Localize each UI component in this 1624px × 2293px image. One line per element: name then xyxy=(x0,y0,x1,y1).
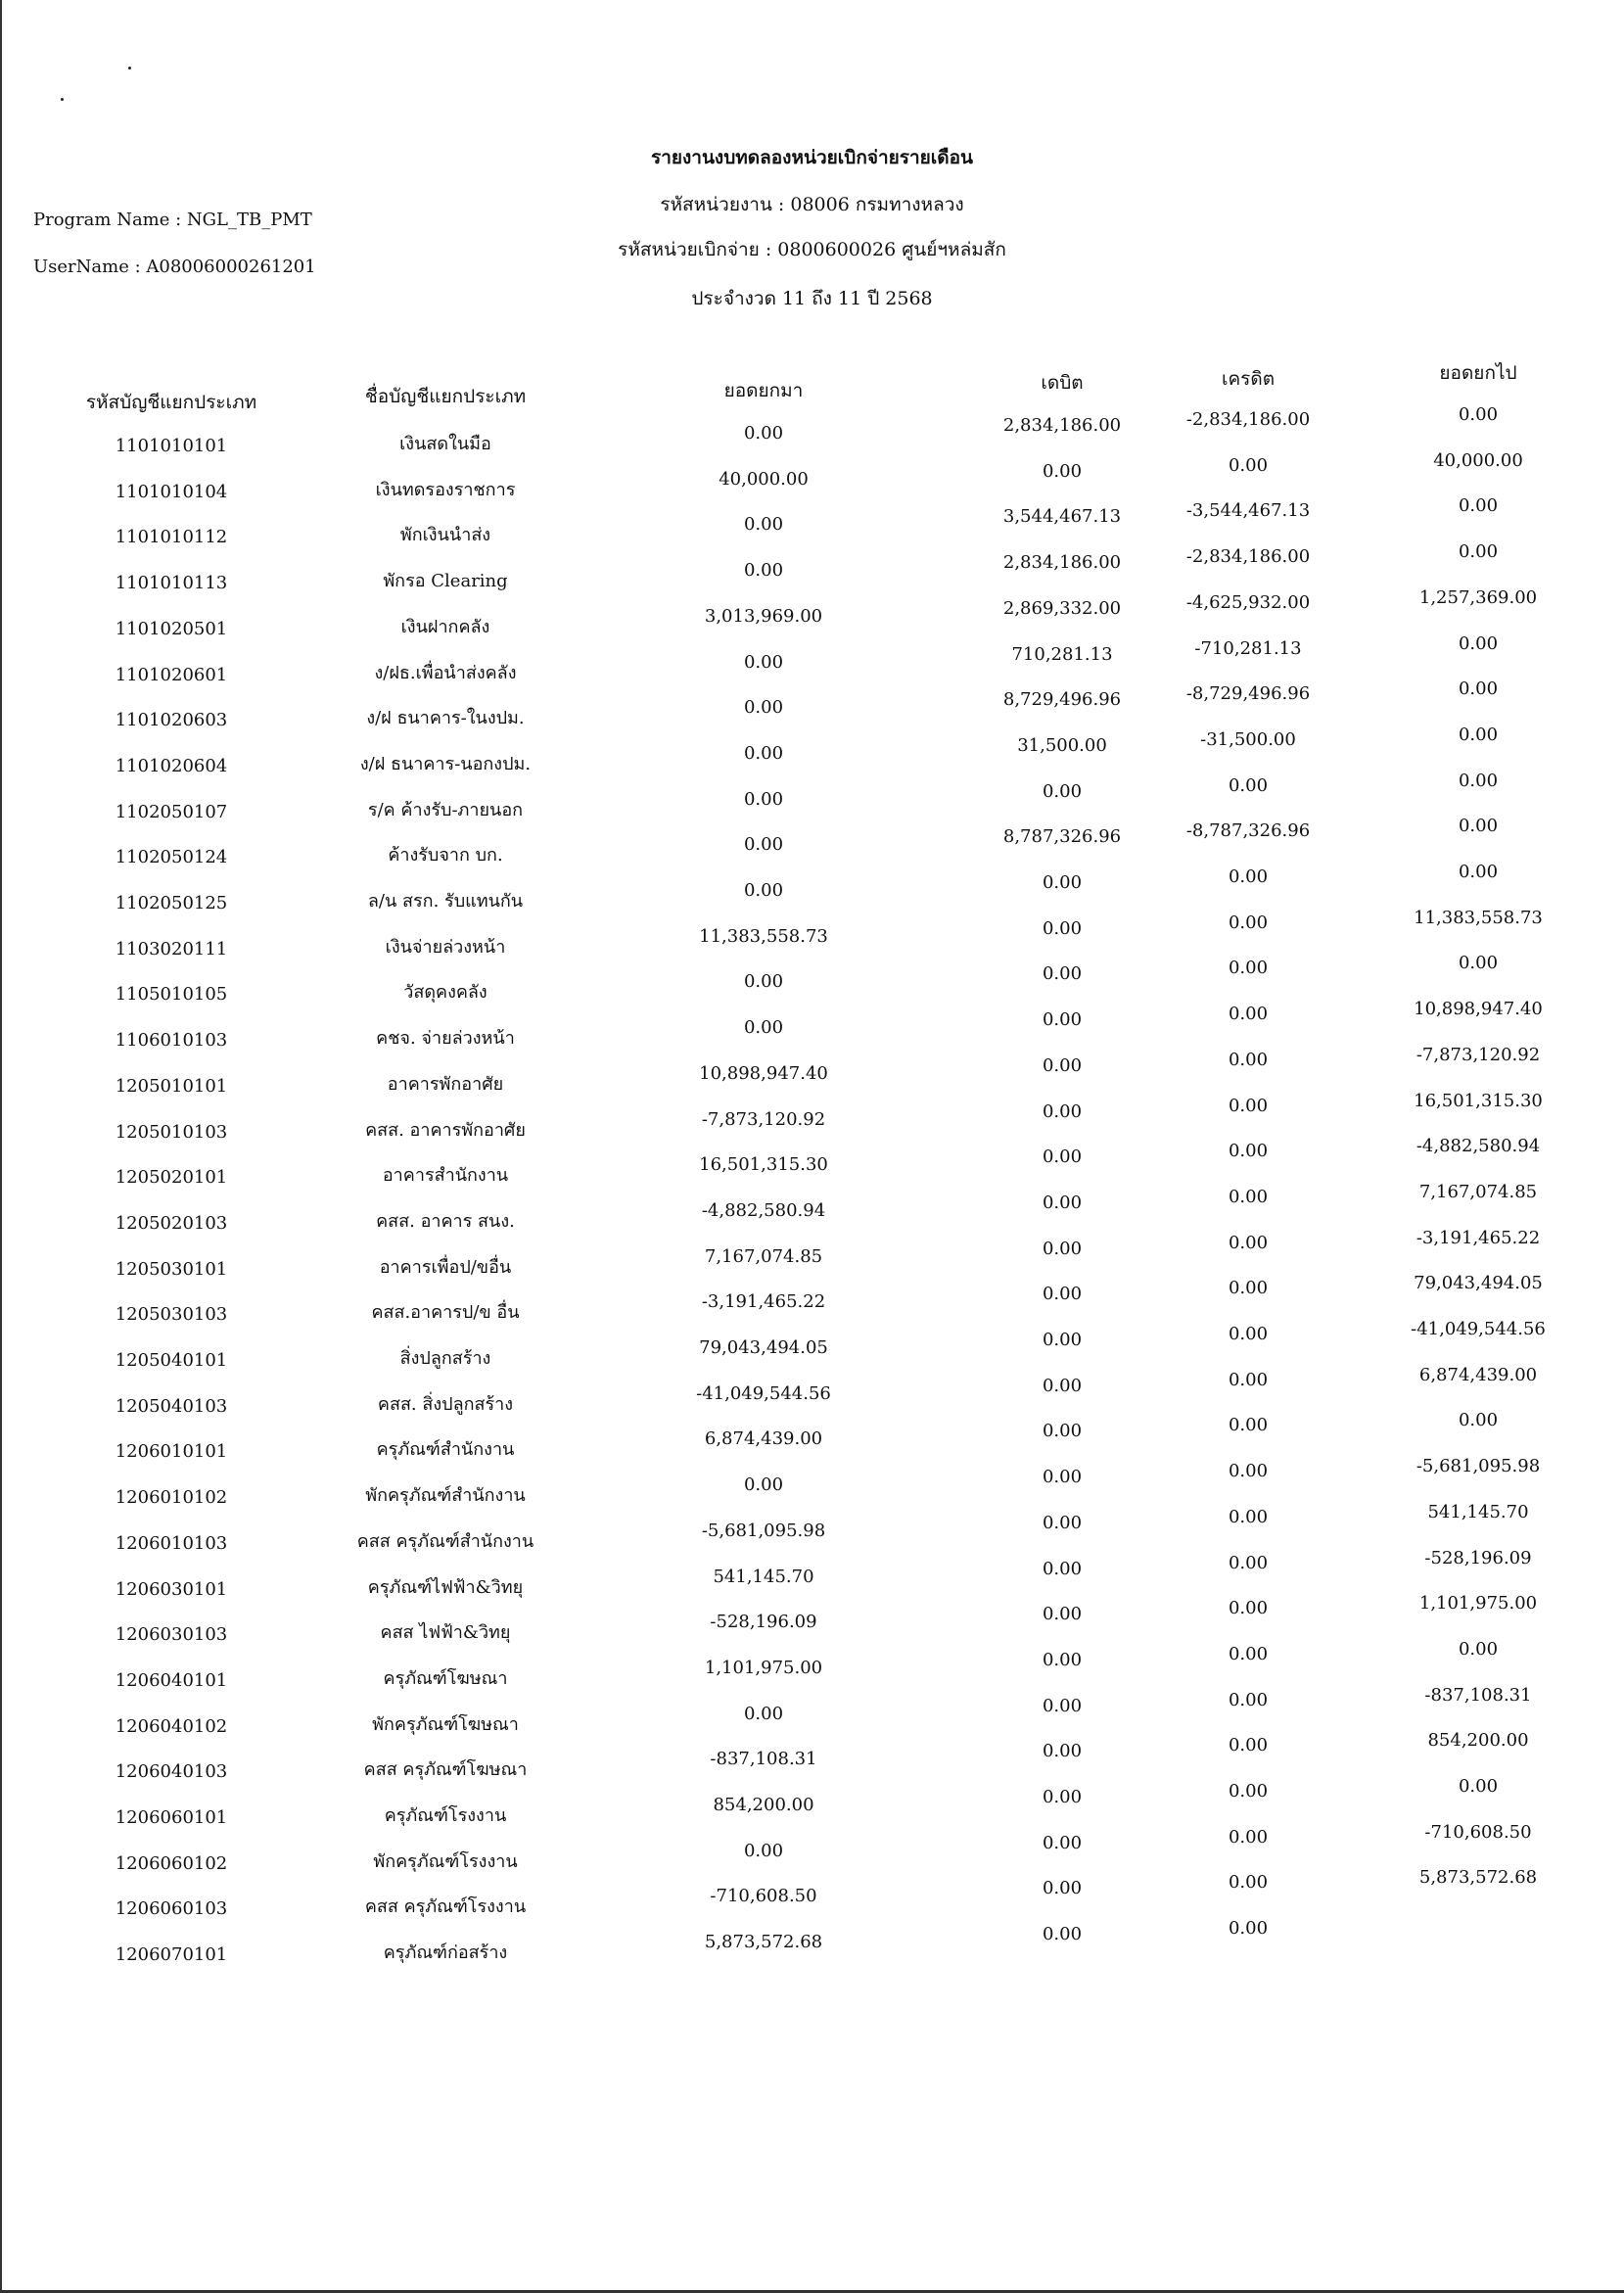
closing-balance: -7,873,120.92 xyxy=(1415,1045,1541,1065)
debit-amount: 0.00 xyxy=(1042,1330,1083,1350)
closing-balance: 16,501,315.30 xyxy=(1414,1091,1543,1111)
opening-balance: -7,873,120.92 xyxy=(701,1109,826,1130)
account-name: เงินจ่ายล่วงหน้า xyxy=(385,937,506,958)
account-name: อาคารเพื่อป/ขอื่น xyxy=(379,1257,512,1278)
credit-amount: 0.00 xyxy=(1228,1690,1269,1710)
scan-speck xyxy=(128,67,131,70)
account-name: อาคารพักอาศัย xyxy=(387,1074,504,1095)
opening-balance: 79,043,494.05 xyxy=(699,1337,828,1358)
closing-balance: -4,882,580.94 xyxy=(1415,1136,1541,1156)
account-code: 1101020603 xyxy=(115,710,228,730)
credit-amount: 0.00 xyxy=(1228,1096,1269,1116)
closing-balance: 0.00 xyxy=(1458,679,1499,699)
opening-balance: 6,874,439.00 xyxy=(704,1428,823,1449)
column-header-closing: ยอดยกไป xyxy=(1439,362,1517,384)
credit-amount: 0.00 xyxy=(1228,1827,1269,1848)
credit-amount: 0.00 xyxy=(1228,1187,1269,1207)
credit-amount: 0.00 xyxy=(1228,1781,1269,1802)
opening-balance: 10,898,947.40 xyxy=(699,1063,828,1084)
closing-balance: 1,101,975.00 xyxy=(1418,1593,1538,1614)
account-name: ค้างรับจาก บก. xyxy=(388,845,503,866)
opening-balance: 0.00 xyxy=(743,1704,784,1724)
opening-balance: 0.00 xyxy=(743,652,784,673)
account-name: ร/ค ค้างรับ-ภายนอก xyxy=(367,800,524,820)
closing-balance: 11,383,558.73 xyxy=(1414,908,1543,928)
account-name: คชจ. จ่ายล่วงหน้า xyxy=(376,1028,515,1049)
debit-amount: 31,500.00 xyxy=(1017,735,1107,756)
debit-amount: 0.00 xyxy=(1042,963,1083,984)
debit-amount: 0.00 xyxy=(1042,1924,1083,1944)
debit-amount: 0.00 xyxy=(1042,1239,1083,1259)
closing-balance: 0.00 xyxy=(1458,1639,1499,1660)
credit-amount: 0.00 xyxy=(1228,1918,1269,1939)
account-name: ง/ฝ ธนาคาร-ในงปม. xyxy=(366,708,525,728)
debit-amount: 0.00 xyxy=(1042,1878,1083,1898)
opening-balance: 40,000.00 xyxy=(719,469,809,490)
credit-amount: -8,729,496.96 xyxy=(1185,683,1311,704)
closing-balance: -528,196.09 xyxy=(1424,1548,1532,1568)
debit-amount: 0.00 xyxy=(1042,1833,1083,1853)
account-code: 1205040103 xyxy=(115,1396,228,1417)
credit-amount: -2,834,186.00 xyxy=(1185,409,1311,430)
account-code: 1106010103 xyxy=(115,1030,228,1051)
account-name: คสส ครุภัณฑ์สำนักงาน xyxy=(356,1531,534,1552)
account-code: 1206010103 xyxy=(115,1533,228,1554)
closing-balance: 0.00 xyxy=(1458,1776,1499,1797)
debit-amount: 0.00 xyxy=(1042,918,1083,939)
opening-balance: 1,101,975.00 xyxy=(704,1658,823,1678)
closing-balance: 0.00 xyxy=(1458,633,1499,654)
opening-balance: 0.00 xyxy=(743,1841,784,1861)
account-code: 1101020604 xyxy=(115,756,228,776)
credit-amount: 0.00 xyxy=(1228,1872,1269,1893)
closing-balance: 0.00 xyxy=(1458,541,1499,562)
closing-balance: -41,049,544.56 xyxy=(1411,1319,1546,1339)
credit-amount: 0.00 xyxy=(1228,1735,1269,1755)
debit-amount: 0.00 xyxy=(1042,1741,1083,1761)
closing-balance: 5,873,572.68 xyxy=(1418,1867,1538,1888)
account-name: คสส ไฟฟ้า&วิทยุ xyxy=(380,1622,511,1643)
account-code: 1205010101 xyxy=(115,1076,228,1097)
debit-amount: 0.00 xyxy=(1042,1055,1083,1076)
account-name: คสส ครุภัณฑ์โฆษณา xyxy=(363,1759,528,1780)
account-name: คสส.อาคารป/ข อื่น xyxy=(371,1302,520,1323)
program-name: Program Name : NGL_TB_PMT xyxy=(33,210,312,230)
account-name: คสส. อาคาร สนง. xyxy=(376,1211,515,1232)
opening-balance: -837,108.31 xyxy=(710,1749,817,1769)
opening-balance: 0.00 xyxy=(743,1017,784,1038)
credit-amount: 0.00 xyxy=(1228,1324,1269,1344)
debit-amount: 8,787,326.96 xyxy=(1002,826,1122,847)
closing-balance: 6,874,439.00 xyxy=(1418,1365,1538,1385)
debit-amount: 0.00 xyxy=(1042,1604,1083,1624)
account-name: พักครุภัณฑ์โฆษณา xyxy=(372,1714,519,1735)
account-code: 1205020101 xyxy=(115,1167,228,1188)
account-name: เงินฝากคลัง xyxy=(400,617,490,637)
opening-balance: -3,191,465.22 xyxy=(701,1291,826,1312)
closing-balance: 0.00 xyxy=(1458,953,1499,973)
account-code: 1206030103 xyxy=(115,1624,228,1645)
closing-balance: 0.00 xyxy=(1458,495,1499,516)
account-name: พักครุภัณฑ์สำนักงาน xyxy=(365,1485,526,1506)
debit-amount: 0.00 xyxy=(1042,1284,1083,1304)
opening-balance: 0.00 xyxy=(743,880,784,901)
credit-amount: 0.00 xyxy=(1228,1370,1269,1390)
closing-balance: 0.00 xyxy=(1458,862,1499,882)
debit-amount: 8,729,496.96 xyxy=(1002,689,1122,710)
credit-amount: 0.00 xyxy=(1228,1461,1269,1481)
account-name: ครุภัณฑ์โฆษณา xyxy=(383,1668,508,1689)
debit-amount: 0.00 xyxy=(1042,1009,1083,1030)
credit-amount: 0.00 xyxy=(1228,958,1269,978)
debit-amount: 2,869,332.00 xyxy=(1002,598,1122,619)
opening-balance: 0.00 xyxy=(743,423,784,444)
account-name: เงินทดรองราชการ xyxy=(375,480,516,500)
agency-line: รหัสหน่วยงาน : 08006 กรมทางหลวง xyxy=(660,194,964,215)
account-code: 1101010104 xyxy=(115,482,228,502)
opening-balance: 3,013,969.00 xyxy=(704,606,823,627)
debit-amount: 0.00 xyxy=(1042,1696,1083,1716)
closing-balance: -5,681,095.98 xyxy=(1415,1456,1541,1476)
column-header-debit: เดบิต xyxy=(1041,372,1084,394)
debit-amount: 2,834,186.00 xyxy=(1002,552,1122,573)
credit-amount: -8,787,326.96 xyxy=(1185,820,1311,841)
account-code: 1206030101 xyxy=(115,1579,228,1600)
account-code: 1206060103 xyxy=(115,1898,228,1919)
account-name: ล/น สรก. รับแทนกัน xyxy=(367,891,524,912)
closing-balance: 7,167,074.85 xyxy=(1418,1182,1538,1202)
column-header-code: รหัสบัญชีแยกประเภท xyxy=(85,392,257,413)
credit-amount: 0.00 xyxy=(1228,1598,1269,1618)
debit-amount: 0.00 xyxy=(1042,1101,1083,1122)
column-header-credit: เครดิต xyxy=(1221,368,1276,390)
account-code: 1103020111 xyxy=(115,939,228,959)
account-code: 1101010112 xyxy=(115,527,228,547)
opening-balance: 0.00 xyxy=(743,560,784,581)
account-code: 1101020601 xyxy=(115,665,228,685)
scan-speck xyxy=(61,98,64,101)
closing-balance: -3,191,465.22 xyxy=(1415,1228,1541,1248)
opening-balance: 11,383,558.73 xyxy=(699,926,828,947)
opening-balance: -4,882,580.94 xyxy=(701,1200,826,1221)
account-name: เงินสดในมือ xyxy=(399,434,491,454)
debit-amount: 0.00 xyxy=(1042,1376,1083,1396)
column-header-opening: ยอดยกมา xyxy=(723,380,804,401)
period-line: ประจำงวด 11 ถึง 11 ปี 2568 xyxy=(691,288,933,309)
account-code: 1206070101 xyxy=(115,1944,228,1965)
opening-balance: 0.00 xyxy=(743,514,784,535)
closing-balance: 0.00 xyxy=(1458,404,1499,425)
credit-amount: 0.00 xyxy=(1228,1644,1269,1664)
account-code: 1101010101 xyxy=(115,436,228,456)
closing-balance: 40,000.00 xyxy=(1433,450,1523,471)
account-name: คสส. สิ่งปลูกสร้าง xyxy=(377,1394,514,1415)
account-code: 1205010103 xyxy=(115,1122,228,1143)
account-code: 1101020501 xyxy=(115,619,228,639)
account-code: 1102050107 xyxy=(115,802,228,822)
account-code: 1102050124 xyxy=(115,847,228,867)
debit-amount: 0.00 xyxy=(1042,1559,1083,1579)
opening-balance: -5,681,095.98 xyxy=(701,1521,826,1541)
credit-amount: 0.00 xyxy=(1228,1233,1269,1253)
closing-balance: -837,108.31 xyxy=(1424,1685,1532,1706)
debit-amount: 710,281.13 xyxy=(1011,644,1113,665)
credit-amount: 0.00 xyxy=(1228,1415,1269,1435)
account-name: ครุภัณฑ์สำนักงาน xyxy=(376,1439,515,1460)
opening-balance: 541,145.70 xyxy=(713,1567,814,1587)
credit-amount: -4,625,932.00 xyxy=(1185,592,1311,613)
credit-amount: 0.00 xyxy=(1228,1507,1269,1527)
account-name: พักรอ Clearing xyxy=(383,571,508,591)
credit-amount: 0.00 xyxy=(1228,1050,1269,1070)
opening-balance: 7,167,074.85 xyxy=(704,1246,823,1267)
closing-balance: 0.00 xyxy=(1458,1410,1499,1430)
account-name: คสส. อาคารพักอาศัย xyxy=(365,1120,526,1141)
account-code: 1205030103 xyxy=(115,1304,228,1325)
debit-amount: 0.00 xyxy=(1042,461,1083,482)
closing-balance: 541,145.70 xyxy=(1427,1502,1529,1522)
debit-amount: 0.00 xyxy=(1042,872,1083,893)
account-name: วัสดุคงคลัง xyxy=(403,982,487,1003)
credit-amount: -710,281.13 xyxy=(1194,638,1302,659)
account-code: 1206010101 xyxy=(115,1441,228,1462)
debit-amount: 2,834,186.00 xyxy=(1002,415,1122,436)
account-name: สิ่งปลูกสร้าง xyxy=(399,1348,491,1369)
closing-balance: 0.00 xyxy=(1458,771,1499,791)
closing-balance: 0.00 xyxy=(1458,725,1499,745)
opening-balance: 0.00 xyxy=(743,971,784,992)
closing-balance: 854,200.00 xyxy=(1427,1730,1529,1751)
opening-balance: 0.00 xyxy=(743,1474,784,1495)
credit-amount: 0.00 xyxy=(1228,1553,1269,1573)
credit-amount: -2,834,186.00 xyxy=(1185,546,1311,567)
debit-amount: 0.00 xyxy=(1042,1467,1083,1487)
account-code: 1105010105 xyxy=(115,984,228,1005)
account-code: 1205030101 xyxy=(115,1259,228,1280)
scan-left-edge xyxy=(0,0,2,2293)
account-code: 1206040102 xyxy=(115,1716,228,1737)
disbursing-unit-line: รหัสหน่วยเบิกจ่าย : 0800600026 ศูนย์ฯหล่มสัก xyxy=(618,239,1006,260)
account-code: 1102050125 xyxy=(115,893,228,913)
account-name: อาคารสำนักงาน xyxy=(382,1165,509,1186)
debit-amount: 0.00 xyxy=(1042,1787,1083,1807)
account-code: 1205040101 xyxy=(115,1350,228,1371)
debit-amount: 0.00 xyxy=(1042,1146,1083,1167)
credit-amount: 0.00 xyxy=(1228,1278,1269,1298)
opening-balance: 5,873,572.68 xyxy=(704,1932,823,1952)
credit-amount: 0.00 xyxy=(1228,866,1269,887)
account-code: 1206060101 xyxy=(115,1807,228,1828)
credit-amount: 0.00 xyxy=(1228,1004,1269,1024)
opening-balance: 0.00 xyxy=(743,697,784,718)
account-name: คสส ครุภัณฑ์โรงงาน xyxy=(364,1896,527,1917)
debit-amount: 0.00 xyxy=(1042,1650,1083,1670)
account-code: 1206060102 xyxy=(115,1853,228,1874)
account-code: 1206040103 xyxy=(115,1761,228,1782)
credit-amount: 0.00 xyxy=(1228,1141,1269,1161)
debit-amount: 0.00 xyxy=(1042,1421,1083,1441)
credit-amount: -3,544,467.13 xyxy=(1185,500,1311,521)
debit-amount: 3,544,467.13 xyxy=(1002,506,1122,527)
account-name: พักเงินนำส่ง xyxy=(399,525,491,545)
closing-balance: 0.00 xyxy=(1458,816,1499,836)
account-name: ง/ฝ ธนาคาร-นอกงปม. xyxy=(359,754,532,774)
account-code: 1206010102 xyxy=(115,1487,228,1508)
account-name: ง/ฝธ.เพื่อนำส่งคลัง xyxy=(374,663,517,683)
account-name: ครุภัณฑ์ก่อสร้าง xyxy=(383,1942,508,1963)
account-name: ครุภัณฑ์โรงงาน xyxy=(384,1805,507,1826)
closing-balance: 10,898,947.40 xyxy=(1414,999,1543,1019)
opening-balance: -528,196.09 xyxy=(710,1612,817,1632)
opening-balance: 854,200.00 xyxy=(713,1795,814,1815)
report-title: รายงานงบทดลองหน่วยเบิกจ่ายรายเดือน xyxy=(650,147,974,168)
account-code: 1101010113 xyxy=(115,573,228,593)
user-name: UserName : A08006000261201 xyxy=(33,257,316,277)
opening-balance: -41,049,544.56 xyxy=(696,1383,831,1404)
closing-balance: 79,043,494.05 xyxy=(1414,1273,1543,1293)
account-name: ครุภัณฑ์ไฟฟ้า&วิทยุ xyxy=(367,1577,524,1598)
closing-balance: -710,608.50 xyxy=(1424,1822,1532,1843)
opening-balance: 0.00 xyxy=(743,789,784,810)
credit-amount: 0.00 xyxy=(1228,455,1269,476)
account-code: 1206040101 xyxy=(115,1670,228,1691)
debit-amount: 0.00 xyxy=(1042,1513,1083,1533)
credit-amount: -31,500.00 xyxy=(1200,729,1296,750)
credit-amount: 0.00 xyxy=(1228,775,1269,796)
opening-balance: 0.00 xyxy=(743,834,784,855)
closing-balance: 1,257,369.00 xyxy=(1418,587,1538,608)
debit-amount: 0.00 xyxy=(1042,781,1083,802)
credit-amount: 0.00 xyxy=(1228,913,1269,933)
account-name: พักครุภัณฑ์โรงงาน xyxy=(373,1851,518,1872)
opening-balance: -710,608.50 xyxy=(710,1886,817,1906)
opening-balance: 16,501,315.30 xyxy=(699,1154,828,1175)
debit-amount: 0.00 xyxy=(1042,1193,1083,1213)
account-code: 1205020103 xyxy=(115,1213,228,1234)
column-header-name: ชื่อบัญชีแยกประเภท xyxy=(364,386,527,407)
opening-balance: 0.00 xyxy=(743,743,784,764)
